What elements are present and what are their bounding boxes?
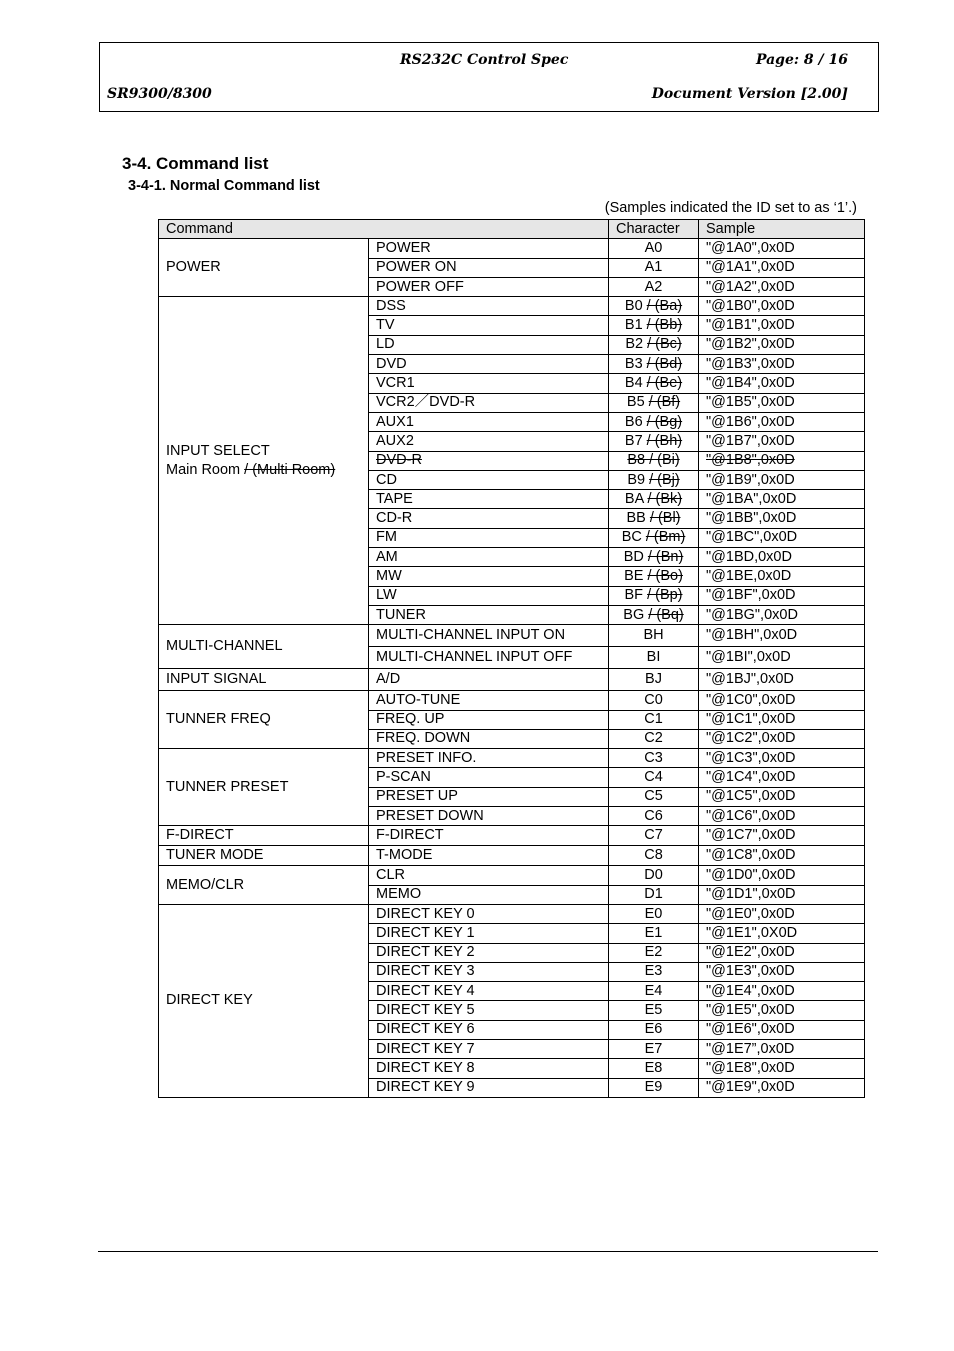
- command-sample: "@1E6",0x0D: [699, 1020, 865, 1039]
- command-name: DIRECT KEY 5: [369, 1001, 609, 1020]
- command-group-cell: [159, 749, 369, 826]
- command-character: A0: [644, 239, 663, 256]
- command-name: PRESET DOWN: [369, 807, 609, 826]
- command-sample: "@1C6",0x0D: [699, 807, 865, 826]
- command-character-cell: [609, 239, 699, 258]
- command-sample: "@1D1",0x0D: [699, 885, 865, 904]
- command-group-label: TUNNER FREQ: [166, 711, 271, 728]
- command-sample: "@1BB",0x0D: [699, 509, 865, 528]
- command-character-struck: / (Bk): [647, 490, 683, 507]
- command-sample: "@1B5",0x0D: [699, 393, 865, 412]
- command-name: PRESET UP: [369, 787, 609, 806]
- table-row: [159, 691, 865, 710]
- command-name: POWER: [369, 239, 609, 258]
- command-character-cell: [609, 1039, 699, 1058]
- command-character-cell: [609, 885, 699, 904]
- command-character-struck: / (Bj): [649, 471, 680, 488]
- table-row: [159, 669, 865, 691]
- command-character: E8: [644, 1059, 663, 1076]
- command-name: MULTI-CHANNEL INPUT OFF: [369, 647, 609, 669]
- command-character: C2: [644, 730, 663, 747]
- command-character-cell: [609, 355, 699, 374]
- command-character: D1: [644, 886, 663, 903]
- command-character-cell: [609, 749, 699, 768]
- command-character: A1: [644, 259, 663, 276]
- command-name: DIRECT KEY 6: [369, 1020, 609, 1039]
- command-name: MEMO: [369, 885, 609, 904]
- command-name: DIRECT KEY 9: [369, 1078, 609, 1097]
- command-character: BB: [626, 510, 650, 527]
- command-group-cell: [159, 625, 369, 669]
- command-character: B7: [624, 432, 647, 449]
- command-sample: "@1C5",0x0D: [699, 787, 865, 806]
- command-character-struck: / (Bp): [647, 587, 683, 604]
- command-sample: "@1E4",0x0D: [699, 982, 865, 1001]
- command-group-label: F-DIRECT: [166, 827, 234, 844]
- command-character-cell: [609, 490, 699, 509]
- command-name: TAPE: [369, 490, 609, 509]
- command-name: FREQ. UP: [369, 710, 609, 729]
- column-header-character: Character: [609, 220, 699, 239]
- command-character-cell: [609, 258, 699, 277]
- command-character-cell: [609, 982, 699, 1001]
- command-character-cell: [609, 335, 699, 354]
- command-name: PRESET INFO.: [369, 749, 609, 768]
- command-character: BJ: [645, 671, 662, 688]
- command-character-struck: / (Bl): [649, 510, 681, 527]
- command-sample: "@1B7",0x0D: [699, 432, 865, 451]
- command-character-struck: / (Bq): [648, 606, 684, 623]
- command-group-cell: [159, 691, 369, 749]
- command-sample: "@1A2",0x0D: [699, 277, 865, 296]
- command-name: VCR1: [369, 374, 609, 393]
- command-character-cell: [609, 393, 699, 412]
- command-name: POWER ON: [369, 258, 609, 277]
- command-character: C6: [644, 807, 663, 824]
- command-character: A2: [644, 278, 663, 295]
- command-name: DIRECT KEY 0: [369, 904, 609, 923]
- command-name: DVD-R: [369, 451, 609, 470]
- command-sample: "@1BD,0x0D: [699, 548, 865, 567]
- command-character-cell: [609, 669, 699, 691]
- command-sample: "@1E9",0x0D: [699, 1078, 865, 1097]
- command-sample: "@1B0",0x0D: [699, 297, 865, 316]
- command-name: FREQ. DOWN: [369, 729, 609, 748]
- command-name: DSS: [369, 297, 609, 316]
- command-sample: "@1BE,0x0D: [699, 567, 865, 586]
- command-character: B1: [624, 317, 647, 334]
- command-group-label: TUNER MODE: [166, 847, 264, 864]
- command-character: E4: [644, 982, 663, 999]
- command-character: C4: [644, 769, 663, 786]
- command-sample: "@1B2",0x0D: [699, 335, 865, 354]
- command-character-cell: [609, 1078, 699, 1097]
- command-character-cell: [609, 826, 699, 846]
- sample-note: (Samples indicated the ID set to as ‘1’.): [604, 200, 857, 216]
- command-character: C7: [644, 827, 663, 844]
- command-sample: "@1BH",0x0D: [699, 625, 865, 647]
- command-group-cell: [159, 846, 369, 866]
- command-character: E1: [644, 924, 663, 941]
- command-character: B5: [626, 394, 649, 411]
- command-character: B9: [627, 471, 650, 488]
- command-table: [158, 219, 865, 1098]
- command-character-cell: [609, 432, 699, 451]
- page-number: Page: 8 / 16: [755, 52, 848, 68]
- section-heading: 3-4. Command list: [122, 154, 269, 173]
- command-character-cell: [609, 451, 699, 470]
- command-character-cell: [609, 647, 699, 669]
- command-name: VCR2／DVD-R: [369, 393, 609, 412]
- command-character: BE: [624, 567, 648, 584]
- command-character-cell: [609, 904, 699, 923]
- command-character-cell: [609, 374, 699, 393]
- table-row: [159, 239, 865, 258]
- command-character: B3: [624, 355, 647, 372]
- command-character-cell: [609, 962, 699, 981]
- command-group-label: MULTI-CHANNEL: [166, 638, 283, 655]
- command-character: BH: [643, 627, 664, 644]
- command-name: POWER OFF: [369, 277, 609, 296]
- command-sample: "@1E7”,0x0D: [699, 1039, 865, 1058]
- command-sample: "@1B1",0x0D: [699, 316, 865, 335]
- command-sample: "@1BC",0x0D: [699, 528, 865, 547]
- command-character: B2: [625, 336, 648, 353]
- command-name: MW: [369, 567, 609, 586]
- table-row: [159, 826, 865, 846]
- command-sample: "@1BI",0x0D: [699, 647, 865, 669]
- command-character: E9: [644, 1079, 663, 1096]
- command-character-cell: [609, 586, 699, 605]
- command-character: C5: [644, 788, 663, 805]
- command-character: E5: [644, 1002, 663, 1019]
- command-character: E2: [644, 944, 663, 961]
- command-name: DVD: [369, 355, 609, 374]
- command-sample: "@1BG",0x0D: [699, 605, 865, 624]
- command-group-cell: [159, 297, 369, 625]
- command-name: AUTO-TUNE: [369, 691, 609, 710]
- page-header: [99, 42, 879, 112]
- command-sample: "@1C1",0x0D: [699, 710, 865, 729]
- command-character-cell: [609, 567, 699, 586]
- command-character-cell: [609, 528, 699, 547]
- command-group-cell: [159, 826, 369, 846]
- table-row: [159, 846, 865, 866]
- command-sample: "@1B9",0x0D: [699, 470, 865, 489]
- table-header-row: [159, 220, 865, 239]
- command-name: LW: [369, 586, 609, 605]
- command-character-cell: [609, 943, 699, 962]
- footer-rule: [98, 1251, 878, 1252]
- command-sample: "@1C2",0x0D: [699, 729, 865, 748]
- command-character-struck: / (Bo): [647, 567, 683, 584]
- doc-title: RS232C Control Spec: [400, 52, 569, 68]
- command-character: E6: [644, 1021, 663, 1038]
- command-sample: "@1C3",0x0D: [699, 749, 865, 768]
- command-character-cell: [609, 509, 699, 528]
- command-name: CD-R: [369, 509, 609, 528]
- command-group-label: POWER: [166, 259, 221, 276]
- command-name: DIRECT KEY 7: [369, 1039, 609, 1058]
- command-name: DIRECT KEY 2: [369, 943, 609, 962]
- command-character-struck: / (Be): [646, 375, 683, 392]
- command-group-sublabel-struck: / (Multi Room): [244, 461, 336, 478]
- model-name: SR9300/8300: [107, 86, 212, 102]
- command-character: E0: [644, 905, 663, 922]
- section-subheading: 3-4-1. Normal Command list: [128, 178, 320, 194]
- command-character: BF: [624, 587, 648, 604]
- command-character: C1: [644, 711, 663, 728]
- command-sample: "@1BF",0x0D: [699, 586, 865, 605]
- command-character-cell: [609, 807, 699, 826]
- command-name: P-SCAN: [369, 768, 609, 787]
- command-table-body: [159, 220, 865, 1098]
- command-sample: "@1BA",0x0D: [699, 490, 865, 509]
- command-character: BI: [646, 649, 661, 666]
- command-group-sublabel: Main Room: [166, 461, 245, 478]
- command-character-cell: [609, 412, 699, 431]
- command-character-cell: [609, 1059, 699, 1078]
- command-sample: "@1C4",0x0D: [699, 768, 865, 787]
- command-sample: "@1E8",0x0D: [699, 1059, 865, 1078]
- command-character-cell: [609, 297, 699, 316]
- table-row: [159, 866, 865, 885]
- command-character-cell: [609, 691, 699, 710]
- command-group-cell: [159, 239, 369, 297]
- command-character: B6: [624, 413, 647, 430]
- command-character-struck: / (Bg): [646, 413, 683, 430]
- command-character: B4: [624, 375, 647, 392]
- column-header-command: Command: [159, 220, 609, 239]
- command-character-struck: / (Ba): [646, 297, 683, 314]
- command-character-struck: / (Bb): [646, 317, 683, 334]
- command-sample: "@1E3",0x0D: [699, 962, 865, 981]
- command-character-cell: [609, 787, 699, 806]
- table-row: [159, 625, 865, 647]
- command-character: C0: [644, 691, 663, 708]
- command-name: LD: [369, 335, 609, 354]
- command-character-cell: [609, 470, 699, 489]
- table-row: [159, 904, 865, 923]
- command-character-cell: [609, 846, 699, 866]
- command-name: AUX2: [369, 432, 609, 451]
- table-row: [159, 297, 865, 316]
- command-name: A/D: [369, 669, 609, 691]
- command-sample: "@1E2",0x0D: [699, 943, 865, 962]
- command-character-cell: [609, 1001, 699, 1020]
- command-character-struck: / (Bd): [646, 355, 683, 372]
- command-character-struck: / (Bc): [647, 336, 682, 353]
- command-sample: "@1BJ",0x0D: [699, 669, 865, 691]
- column-header-sample: Sample: [699, 220, 865, 239]
- command-character: C3: [644, 749, 663, 766]
- command-sample: "@1B4",0x0D: [699, 374, 865, 393]
- command-character-cell: [609, 625, 699, 647]
- command-character-cell: [609, 1020, 699, 1039]
- command-character-cell: [609, 924, 699, 943]
- command-character-cell: [609, 605, 699, 624]
- command-character: BC: [621, 529, 646, 546]
- command-group-label: INPUT SELECT: [166, 442, 270, 459]
- command-name: F-DIRECT: [369, 826, 609, 846]
- command-sample: "@1C0",0x0D: [699, 691, 865, 710]
- command-character: D0: [644, 866, 663, 883]
- command-sample: "@1C8",0x0D: [699, 846, 865, 866]
- command-name: DIRECT KEY 3: [369, 962, 609, 981]
- command-sample: "@1A0",0x0D: [699, 239, 865, 258]
- command-name: FM: [369, 528, 609, 547]
- command-name: DIRECT KEY 1: [369, 924, 609, 943]
- command-character-struck: / (Bh): [646, 432, 683, 449]
- command-group-label: DIRECT KEY: [166, 992, 253, 1009]
- document-version: Document Version [2.00]: [651, 86, 848, 102]
- command-group-label: TUNNER PRESET: [166, 778, 289, 795]
- command-sample: "@1E5",0x0D: [699, 1001, 865, 1020]
- command-character-cell: [609, 866, 699, 885]
- command-character-struck: / (Bm): [645, 529, 686, 546]
- command-name: AUX1: [369, 412, 609, 431]
- command-character: BA: [624, 490, 648, 507]
- command-group-cell: [159, 904, 369, 1097]
- command-group-label: INPUT SIGNAL: [166, 671, 267, 688]
- command-group-label: MEMO/CLR: [166, 876, 245, 893]
- command-character: B0: [624, 297, 647, 314]
- command-character-struck: / (Bf): [648, 394, 681, 411]
- command-sample: "@1C7",0x0D: [699, 826, 865, 846]
- command-character-cell: [609, 316, 699, 335]
- command-name: DIRECT KEY 8: [369, 1059, 609, 1078]
- command-sample: "@1D0",0x0D: [699, 866, 865, 885]
- command-character-cell: [609, 277, 699, 296]
- command-character: C8: [644, 847, 663, 864]
- command-sample: "@1B3",0x0D: [699, 355, 865, 374]
- command-sample: "@1A1",0x0D: [699, 258, 865, 277]
- command-name: TUNER: [369, 605, 609, 624]
- command-character: BD: [623, 548, 648, 565]
- command-character: B8 / (Bi): [627, 452, 680, 469]
- command-group-cell: [159, 669, 369, 691]
- command-name: CD: [369, 470, 609, 489]
- command-name: CLR: [369, 866, 609, 885]
- command-sample: "@1B6",0x0D: [699, 412, 865, 431]
- command-name: AM: [369, 548, 609, 567]
- command-character-cell: [609, 548, 699, 567]
- command-character-cell: [609, 768, 699, 787]
- command-character-cell: [609, 710, 699, 729]
- command-character: E3: [644, 963, 663, 980]
- command-character-cell: [609, 729, 699, 748]
- command-sample: "@1E0",0x0D: [699, 904, 865, 923]
- command-name: MULTI-CHANNEL INPUT ON: [369, 625, 609, 647]
- command-name: DIRECT KEY 4: [369, 982, 609, 1001]
- command-character: E7: [644, 1040, 663, 1057]
- command-name: T-MODE: [369, 846, 609, 866]
- command-sample: "@1E1",0X0D: [699, 924, 865, 943]
- command-sample: "@1B8",0x0D: [699, 451, 865, 470]
- table-row: [159, 749, 865, 768]
- command-group-cell: [159, 866, 369, 905]
- command-character: BG: [623, 606, 649, 623]
- command-character-struck: / (Bn): [647, 548, 684, 565]
- command-name: TV: [369, 316, 609, 335]
